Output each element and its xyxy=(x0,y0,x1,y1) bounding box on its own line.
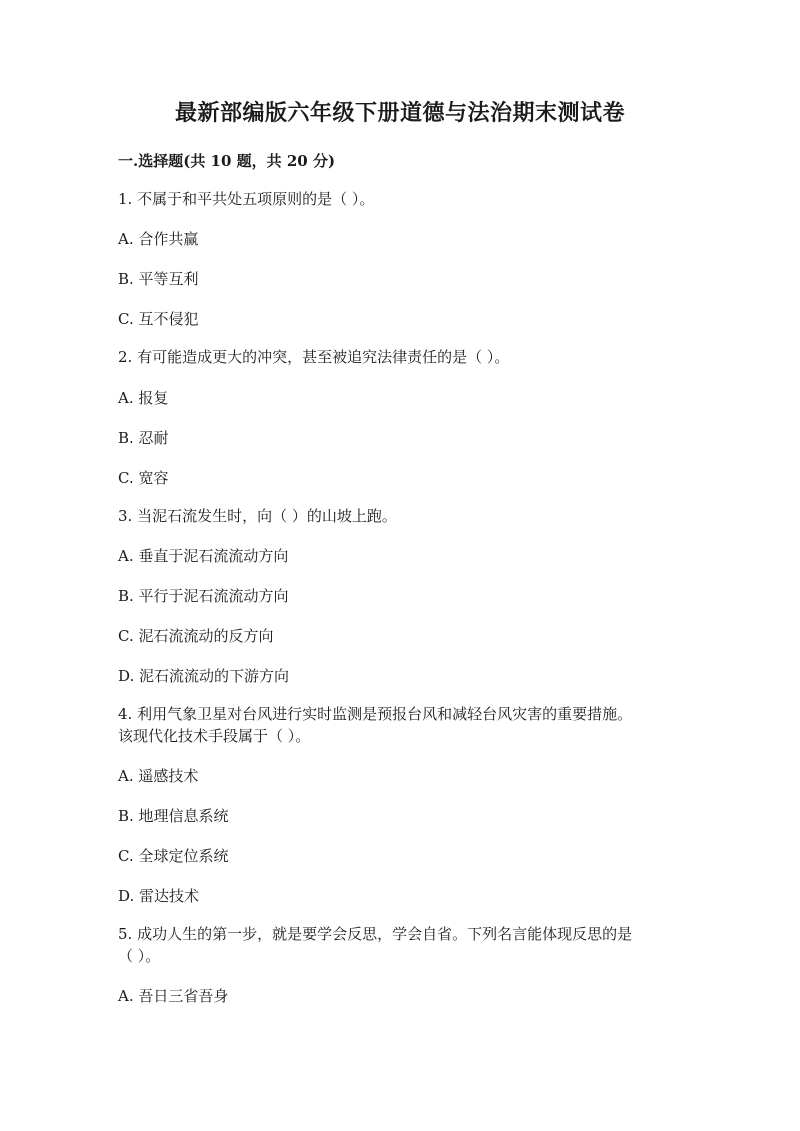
question-3-option-b: B. 平行于泥石流流动方向 xyxy=(118,587,289,605)
section-heading: 一.选择题(共 10 题，共 20 分) xyxy=(118,152,336,170)
question-3-option-c: C. 泥石流流动的反方向 xyxy=(118,627,274,645)
question-5-stem-line-1: 5. 成功人生的第一步，就是要学会反思，学会自省。下列名言能体现反思的是 xyxy=(118,925,633,943)
question-1-option-b: B. 平等互利 xyxy=(118,270,199,288)
question-2-stem: 2. 有可能造成更大的冲突，甚至被追究法律责任的是（ ）。 xyxy=(118,348,510,366)
question-4-option-d: D. 雷达技术 xyxy=(118,887,200,905)
question-3-option-a: A. 垂直于泥石流流动方向 xyxy=(118,547,289,565)
question-4-stem-line-2: 该现代化技术手段属于（ ）。 xyxy=(118,727,311,745)
question-4-option-c: C. 全球定位系统 xyxy=(118,847,229,865)
question-2-option-b: B. 忍耐 xyxy=(118,429,169,447)
question-3-option-d: D. 泥石流流动的下游方向 xyxy=(118,667,290,685)
question-2-option-c: C. 宽容 xyxy=(118,469,169,487)
question-5-option-a: A. 吾日三省吾身 xyxy=(118,987,229,1005)
question-1-option-a: A. 合作共赢 xyxy=(118,230,199,248)
question-3-stem: 3. 当泥石流发生时，向（ ）的山坡上跑。 xyxy=(118,507,397,525)
question-4-stem-line-1: 4. 利用气象卫星对台风进行实时监测是预报台风和减轻台风灾害的重要措施。 xyxy=(118,705,633,723)
question-4-option-a: A. 遥感技术 xyxy=(118,767,199,785)
question-1-option-c: C. 互不侵犯 xyxy=(118,310,199,328)
question-2-option-a: A. 报复 xyxy=(118,389,169,407)
question-4-option-b: B. 地理信息系统 xyxy=(118,807,229,825)
exam-title: 最新部编版六年级下册道德与法治期末测试卷 xyxy=(174,100,625,126)
question-1-stem: 1. 不属于和平共处五项原则的是（ ）。 xyxy=(118,190,375,208)
question-5-stem-line-2: （ ）。 xyxy=(118,947,161,965)
